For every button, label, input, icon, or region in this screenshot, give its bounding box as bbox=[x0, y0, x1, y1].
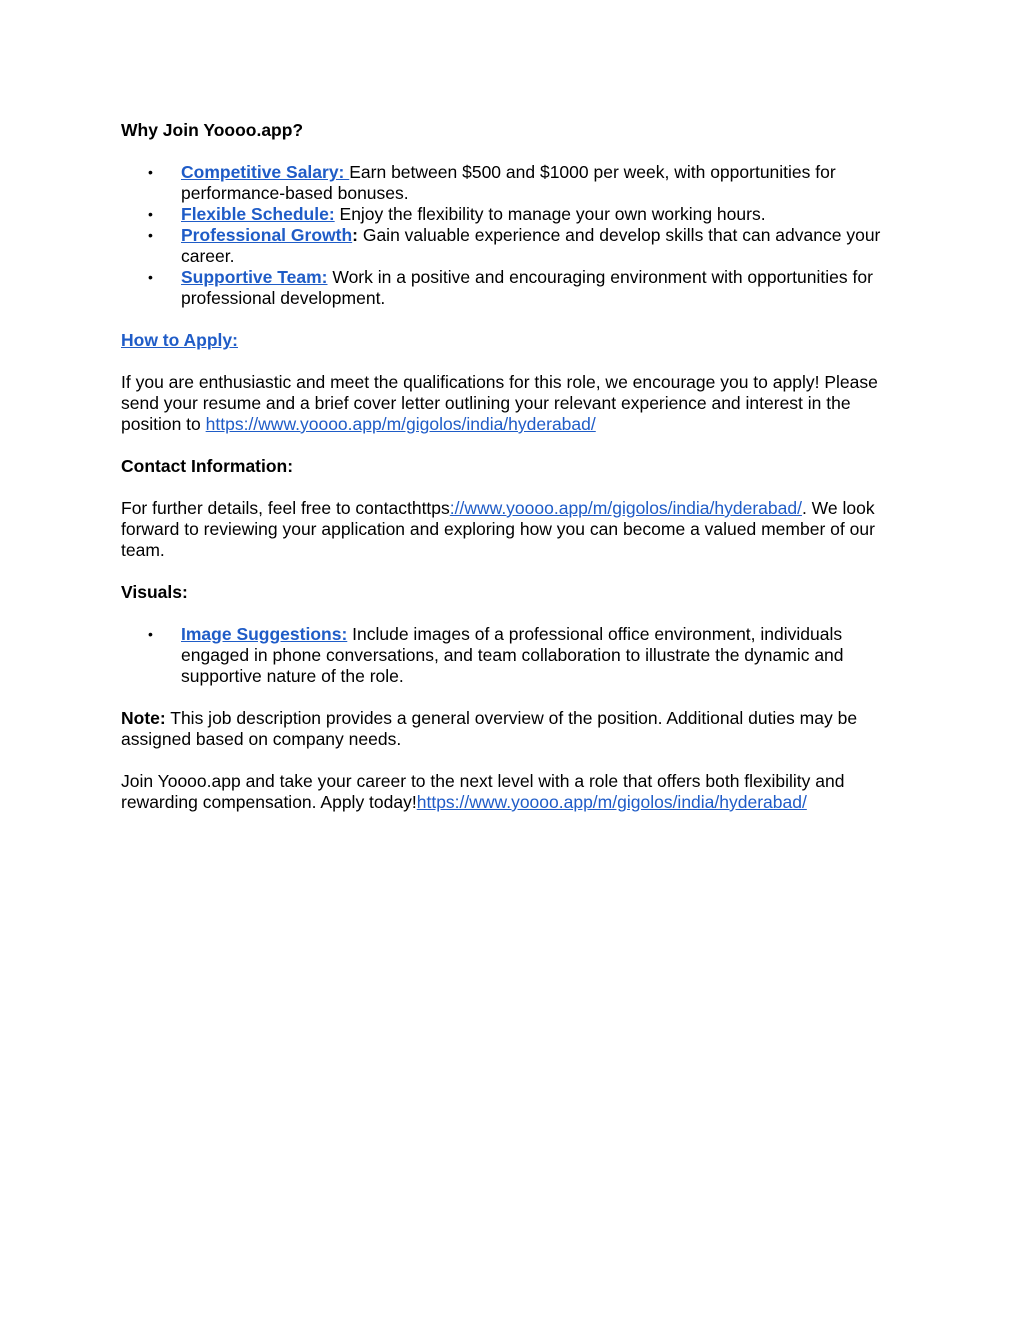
benefit-text-team: Work in a positive and encouraging environment with opportunities for professional development. bbox=[181, 267, 873, 308]
heading-visuals: Visuals: bbox=[121, 582, 188, 602]
note-paragraph bbox=[121, 708, 911, 750]
closing-text: Join Yoooo.app and take your career to the next level with a role that offers both flexibility and rewarding compensation. Apply today! bbox=[121, 771, 845, 812]
benefit-colon-growth: : bbox=[352, 225, 358, 245]
benefit-item-team bbox=[121, 267, 911, 309]
heading-how-to-apply[interactable]: How to Apply: bbox=[121, 330, 238, 350]
spacer bbox=[121, 603, 911, 624]
benefit-title-team[interactable]: Supportive Team: bbox=[181, 267, 328, 287]
contact-link[interactable]: ://www.yoooo.app/m/gigolos/india/hyderabad/ bbox=[449, 498, 802, 518]
contact-text-before: For further details, feel free to contacthttps bbox=[121, 498, 450, 518]
benefit-title-schedule[interactable]: Flexible Schedule: bbox=[181, 204, 335, 224]
benefit-item-salary bbox=[121, 162, 911, 204]
note-label: Note: bbox=[121, 708, 166, 728]
spacer bbox=[121, 141, 911, 162]
contact-text-after: . We look forward to reviewing your application and exploring how you can become a valued member of our team. bbox=[121, 498, 875, 560]
benefit-text-schedule: Enjoy the flexibility to manage your own working hours. bbox=[334, 204, 766, 224]
bullet-icon: • bbox=[148, 626, 153, 642]
benefit-title-salary[interactable]: Competitive Salary: bbox=[181, 162, 350, 182]
benefit-text-salary: Earn between $500 and $1000 per week, with opportunities for performance-based bonuses. bbox=[181, 162, 836, 203]
spacer bbox=[121, 561, 911, 582]
benefit-item-growth bbox=[121, 225, 911, 267]
contact-paragraph bbox=[121, 498, 911, 561]
visuals-list bbox=[121, 624, 911, 687]
apply-link[interactable]: https://www.yoooo.app/m/gigolos/india/hyderabad/ bbox=[205, 414, 596, 434]
spacer bbox=[121, 750, 911, 771]
heading-contact-information: Contact Information: bbox=[121, 456, 294, 476]
apply-paragraph bbox=[121, 372, 911, 435]
document-page bbox=[121, 120, 911, 813]
spacer bbox=[121, 435, 911, 456]
visuals-item-image-suggestions bbox=[121, 624, 911, 687]
visuals-item-text: Include images of a professional office environment, individuals engaged in phone conversations, and team collaboration to illustrate the dynamic and supportive nature of the role. bbox=[181, 624, 844, 686]
benefit-item-schedule bbox=[121, 204, 911, 225]
apply-text: If you are enthusiastic and meet the qualifications for this role, we encourage you to apply! Please send your resume and a brief cover letter outlining your relevant experience and interest in the position to bbox=[121, 372, 878, 434]
closing-paragraph bbox=[121, 771, 911, 813]
spacer bbox=[121, 477, 911, 498]
bullet-icon: • bbox=[148, 227, 153, 243]
heading-why-join: Why Join Yoooo.app? bbox=[121, 120, 304, 140]
benefit-title-growth[interactable]: Professional Growth bbox=[181, 225, 353, 245]
benefit-text-growth: Gain valuable experience and develop skills that can advance your career. bbox=[181, 225, 881, 266]
closing-link[interactable]: https://www.yoooo.app/m/gigolos/india/hyderabad/ bbox=[416, 792, 807, 812]
note-text: This job description provides a general overview of the position. Additional duties may be assigned based on company needs. bbox=[121, 708, 858, 749]
bullet-icon: • bbox=[148, 164, 153, 180]
spacer bbox=[121, 687, 911, 708]
visuals-item-title[interactable]: Image Suggestions: bbox=[181, 624, 348, 644]
bullet-icon: • bbox=[148, 269, 153, 285]
bullet-icon: • bbox=[148, 206, 153, 222]
benefits-list bbox=[121, 162, 911, 309]
spacer bbox=[121, 309, 911, 330]
spacer bbox=[121, 351, 911, 372]
